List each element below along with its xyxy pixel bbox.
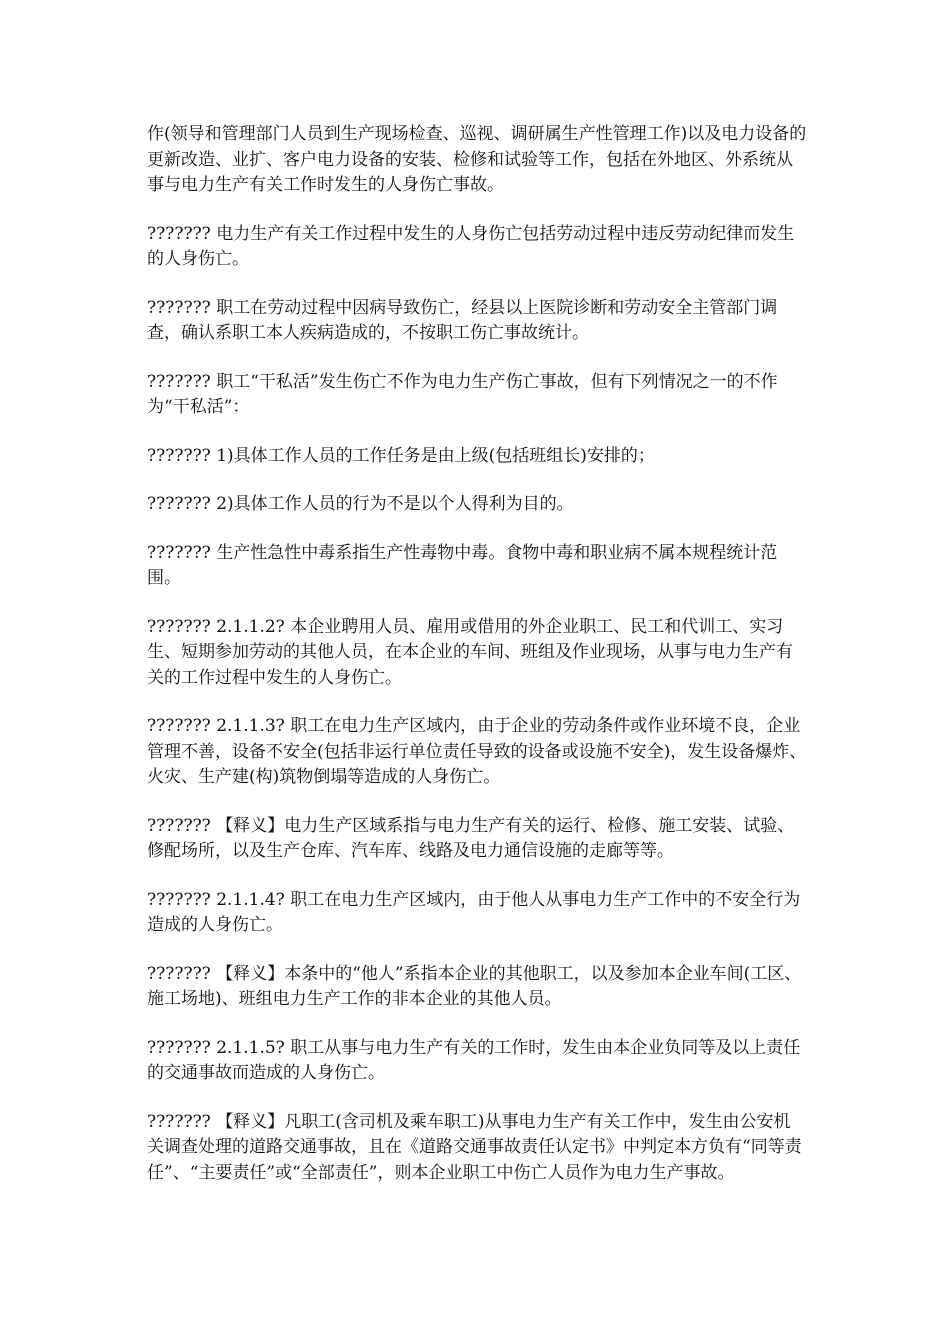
paragraph-13: ??????? 2.1.1.5? 职工从事与电力生产有关的工作时，发生由本企业负同等及以上责任的交通事故而造成的人身伤亡。 [147, 1037, 801, 1083]
paragraph-11: ??????? 2.1.1.4? 职工在电力生产区域内，由于他人从事电力生产工作中的不安全行为造成的人身伤亡。 [147, 889, 801, 935]
paragraph-1: 作(领导和管理部门人员到生产现场检查、巡视、调研属生产性管理工作)以及电力设备的更新改造、业扩、客户电力设备的安装、检修和试验等工作，包括在外地区、外系统从事与电力生产有关工作时发生的人身伤亡事故。 [147, 124, 807, 195]
paragraph-10: ??????? 【释义】电力生产区域系指与电力生产有关的运行、检修、施工安装、试验、修配场所，以及生产仓库、汽车库、线路及电力通信设施的走廊等等。 [147, 815, 795, 861]
paragraph-9: ??????? 2.1.1.3? 职工在电力生产区域内，由于企业的劳动条件或作业环境不良，企业管理不善，设备不安全(包括非运行单位责任导致的设备或设施不安全)，发生设备爆炸、火灾、生产建(构)筑物倒塌等造成的人身伤亡。 [147, 716, 807, 787]
paragraph-8: ??????? 2.1.1.2? 本企业聘用人员、雇用或借用的外企业职工、民工和代训工、实习生、短期参加劳动的其他人员，在本企业的车间、班组及作业现场，从事与电力生产有关的工作过程中发生的人身伤亡。 [147, 616, 793, 688]
paragraph-2: ??????? 电力生产有关工作过程中发生的人身伤亡包括劳动过程中违反劳动纪律而发生的人身伤亡。 [147, 223, 795, 269]
paragraph-3: ??????? 职工在劳动过程中因病导致伤亡，经县以上医院诊断和劳动安全主管部门调查，确认系职工本人疾病造成的，不按职工伤亡事故统计。 [147, 297, 778, 343]
paragraph-4: ??????? 职工“干私活”发生伤亡不作为电力生产伤亡事故，但有下列情况之一的不作为“干私活”： [147, 371, 778, 417]
paragraph-14: ??????? 【释义】凡职工(含司机及乘车职工)从事电力生产有关工作中，发生由公安机关调查处理的道路交通事故，且在《道路交通事故责任认定书》中判定本方负有“同等责任”、“主要责任”或“全部责任”，则本企业职工中伤亡人员作为电力生产事故。 [147, 1111, 802, 1183]
paragraph-7: ??????? 生产性急性中毒系指生产性毒物中毒。食物中毒和职业病不属本规程统计范围。 [147, 542, 778, 588]
paragraph-6: ??????? 2)具体工作人员的行为不是以个人得利为目的。 [147, 494, 574, 514]
paragraph-12: ??????? 【释义】本条中的“他人”系指本企业的其他职工，以及参加本企业车间(工区、施工场地)、班组电力生产工作的非本企业的其他人员。 [147, 963, 802, 1009]
document-body [147, 122, 807, 1209]
paragraph-5: ??????? 1)具体工作人员的工作任务是由上级(包括班组长)安排的； [147, 445, 655, 466]
